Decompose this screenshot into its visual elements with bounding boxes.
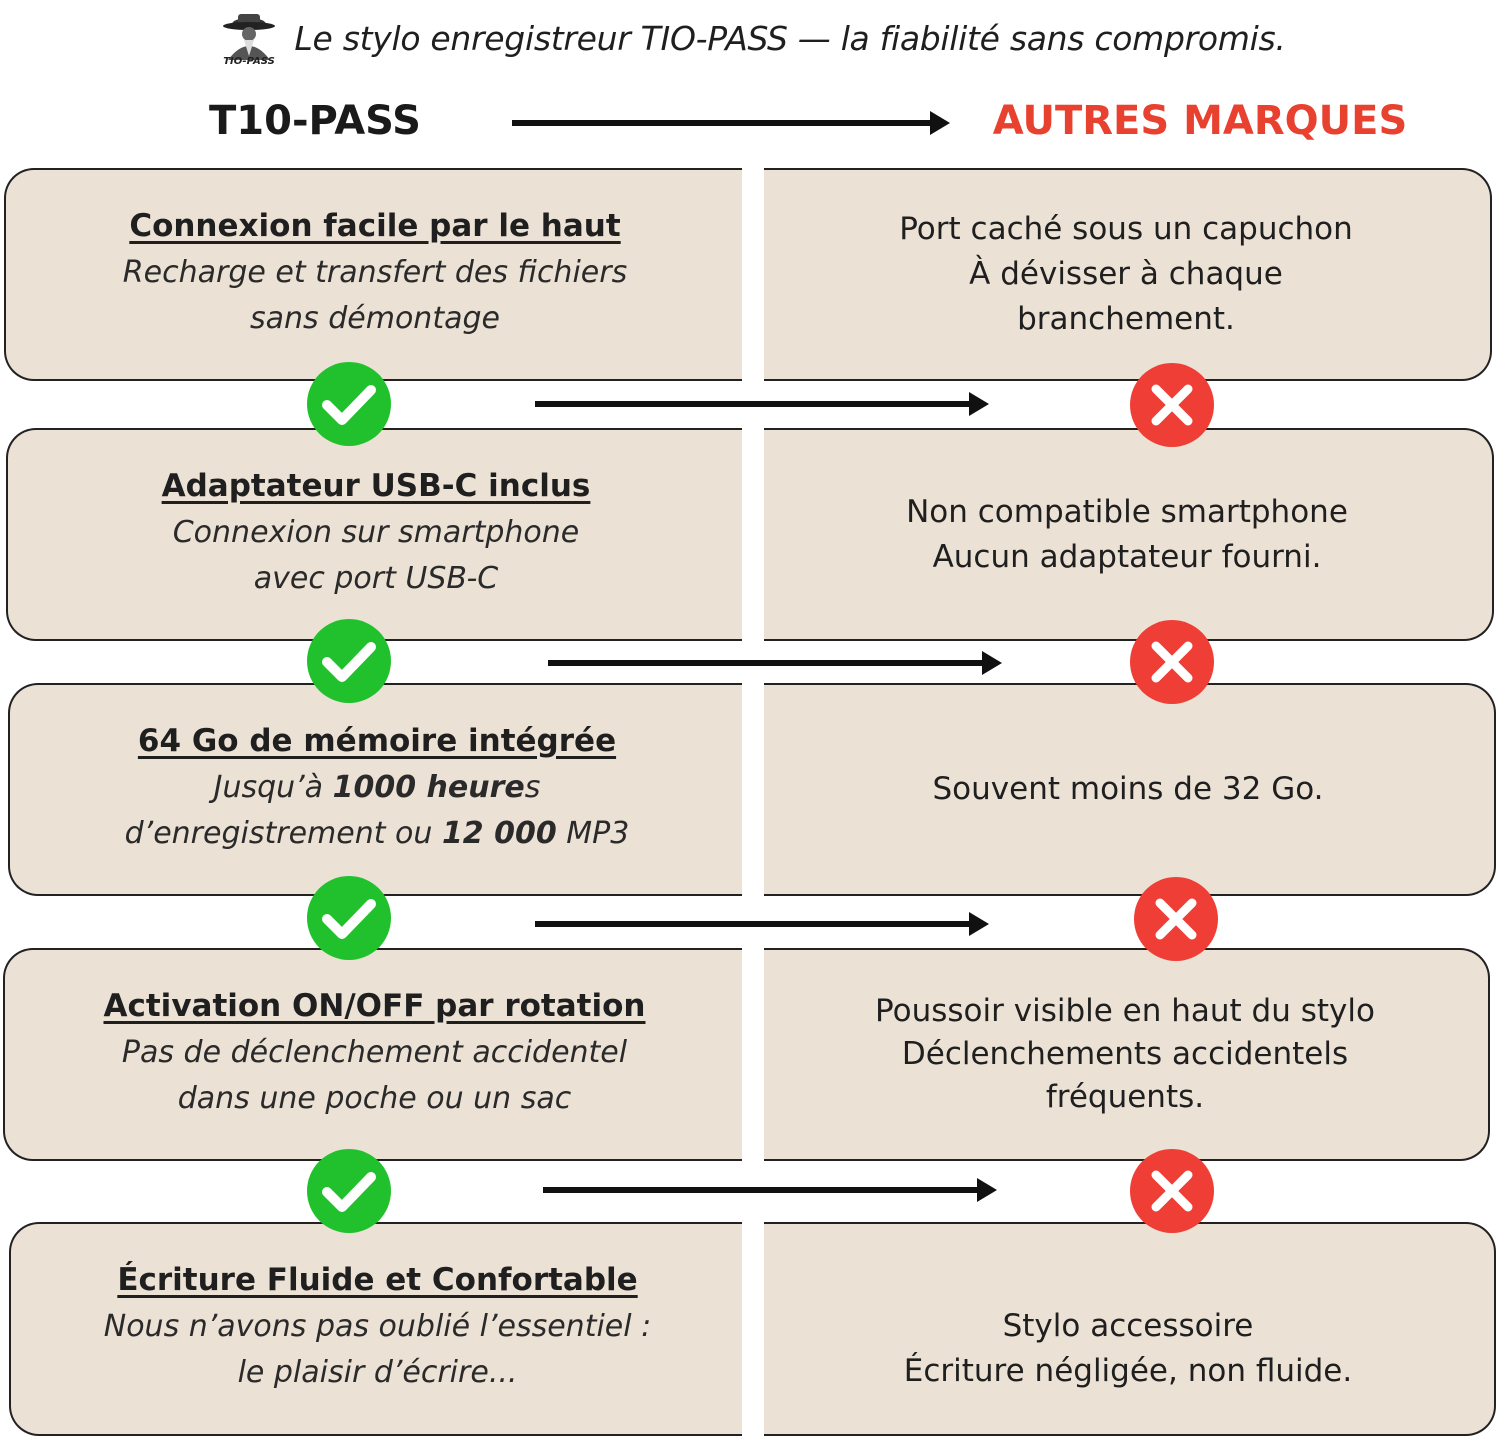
feature-card [6,428,744,641]
column-divider [742,160,764,1439]
arrow-right-icon [535,401,971,407]
competitors-column-title: AUTRES MARQUES [992,98,1408,144]
feature-description: Nous n’avons pas oublié l’essentiel : le plaisir d’écrire... [103,1309,652,1390]
feature-description: Jusqu’à 1000 heures d’enregistrement ou 12 000 MP3 [124,769,630,851]
competitor-card [762,168,1492,381]
tagline: Le stylo enregistreur TIO-PASS — la fiabilité sans compromis. [294,18,1286,58]
cross-circle-icon [1134,877,1218,961]
feature-card [9,1222,744,1436]
feature-card [3,948,744,1161]
check-circle-icon [307,362,391,446]
svg-text:TIO-PASS: TIO-PASS [223,56,276,66]
feature-description: Pas de déclenchement accidentel dans une poche ou un sac [121,1034,628,1116]
competitor-description: Non compatible smartphone Aucun adaptateur fourni. [906,493,1348,575]
feature-title: Adaptateur USB-C inclus [161,467,591,504]
header [0,8,1500,68]
feature-description: Recharge et transfert des fichiers sans démontage [122,254,628,336]
competitor-card [762,1222,1496,1436]
competitor-card [762,948,1490,1161]
detective-hat-logo-icon [214,10,284,66]
feature-card [8,683,744,896]
arrow-right-icon [543,1187,979,1193]
brand-column-title: T10-PASS [209,98,421,144]
competitor-description: Port caché sous un capuchon À dévisser à chaque branchement. [899,211,1353,337]
cross-circle-icon [1130,1149,1214,1233]
feature-title: Écriture Fluide et Confortable [117,1262,638,1298]
arrow-right-icon [535,921,971,927]
feature-title: Activation ON/OFF par rotation [103,987,646,1024]
check-circle-icon [307,876,391,960]
feature-title: 64 Go de mémoire intégrée [137,722,617,759]
arrow-right-icon [548,660,984,666]
check-circle-icon [307,1149,391,1233]
competitor-card [762,428,1494,641]
check-circle-icon [307,619,391,703]
feature-description: Connexion sur smartphone avec port USB-C [172,514,580,596]
competitor-description: Souvent moins de 32 Go. [932,771,1324,807]
feature-title: Connexion facile par le haut [129,207,621,244]
competitor-description: Poussoir visible en haut du stylo Déclenchements accidentels fréquents. [875,993,1375,1115]
arrow-right-icon [512,120,932,126]
cross-circle-icon [1130,620,1214,704]
competitor-description: Stylo accessoire Écriture négligée, non fluide. [903,1308,1353,1389]
competitor-card [762,683,1496,896]
cross-circle-icon [1130,363,1214,447]
feature-card [4,168,744,381]
